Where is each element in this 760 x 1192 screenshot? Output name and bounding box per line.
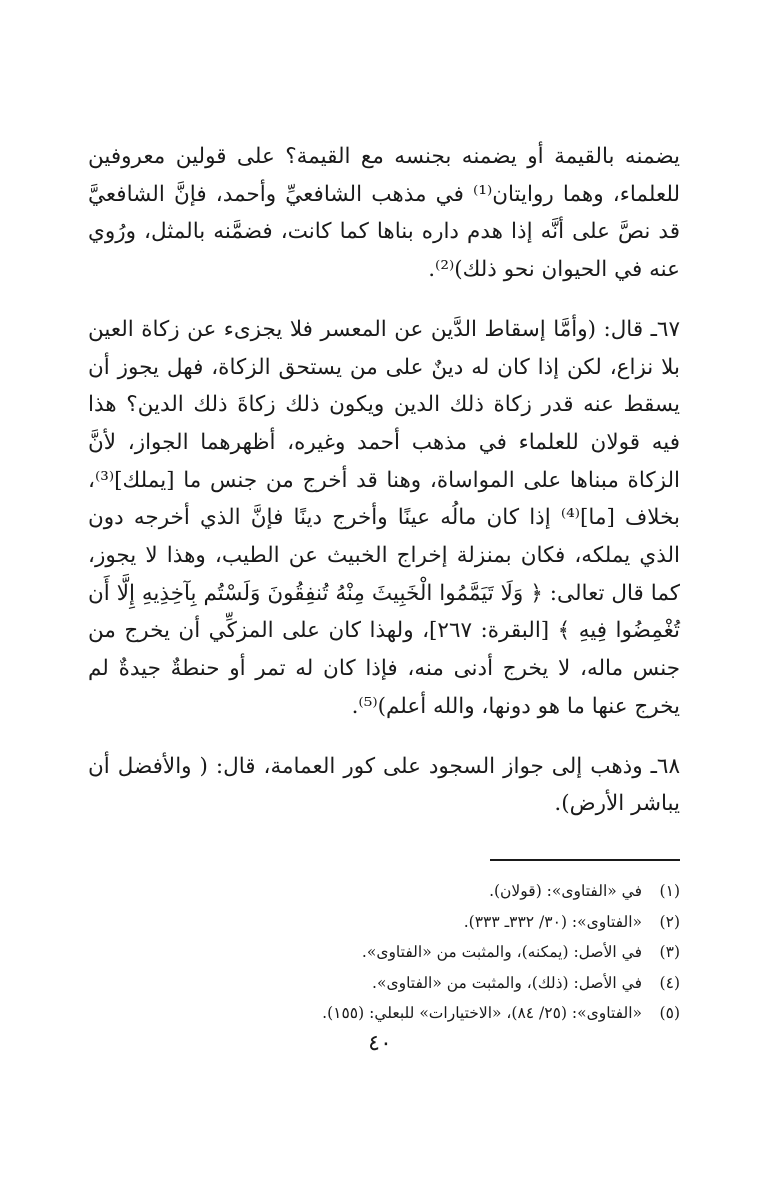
footnote-number: (٥)	[659, 1004, 680, 1022]
footnote-item	[80, 876, 680, 907]
footnote-text: في «الفتاوى»: (قولان).	[489, 882, 642, 900]
footnote-number: (١)	[659, 882, 680, 900]
footnote-divider	[490, 859, 680, 861]
footnote-number: (٣)	[659, 943, 680, 961]
footnote-number: (٤)	[659, 973, 680, 992]
paragraph-68: ٦٨ـ وذهب إلى جواز السجود على كور العمامة، قال: ( والأفضل أن يباشر الأرض).	[88, 753, 680, 817]
page-number: ٤٠	[368, 1031, 392, 1056]
footnote-item	[80, 907, 680, 938]
paragraph-continuation: يضمنه بالقيمة أو يضمنه بجنسه مع القيمة؟ على قولين معروفين للعلماء، وهما روايتان⁽¹⁾ في مذهب الشافعيِّ وأحمد، فإنَّ الشافعيَّ قد نصَّ على أنَّه إذا هدم داره بناها كما كانت، فضمَّنه بالمثل، ورُوي عنه في الحيوان نحو ذلك)⁽²⁾.	[88, 144, 680, 283]
paragraph-67: ٦٧ـ قال: (وأمَّا إسقاط الدَّين عن المعسر فلا يجزىء عن زكاة العين بلا نزاع، لكن إذا كان له دينٌ على من يستحق الزكاة، فهل يجوز أن يسقط عنه قدر زكاة ذلك الدين ويكون ذلك زكاةَ ذلك الدين؟ هذا فيه قولان للعلماء في مذهب أحمد وغيره، أظهرهما الجواز، لأنَّ الزكاة مبناها على المواساة، وهنا قد أخرج من جنس ما [يملك]⁽³⁾، بخلاف [ما]⁽⁴⁾ إذا كان مالُه عينًا وأخرج دينًا فإنَّ الذي أخرجه دون الذي يملكه، فكان بمنزلة إخراج الخبيث عن الطيب، وهذا لا يجوز، كما قال تعالى: ﴿ وَلَا تَيَمَّمُوا الْخَبِيثَ مِنْهُ تُنفِقُونَ وَلَسْتُم بِآخِذِيهِ إِلَّا أَن تُغْمِضُوا فِيهِ ﴾ [البقرة: ٢٦٧]، ولهذا كان على المزكِّي أن يخرج من جنس ماله، لا يخرج أدنى منه، فإذا كان له تمر أو حنطةٌ جيدةٌ لم يخرج عنها ما هو دونها، والله أعلم)⁽⁵⁾.	[88, 316, 680, 719]
footnote-text: «الفتاوى»: (٣٠/ ٣٣٢ـ ٣٣٣).	[463, 912, 642, 931]
footnotes	[80, 876, 680, 1029]
footnote-item	[80, 968, 680, 999]
footnote-text: في الأصل: (يمكنه)، والمثبت من «الفتاوى».	[361, 943, 642, 961]
footnote-item	[80, 998, 680, 1029]
footnote-text: «الفتاوى»: (٢٥/ ٨٤)، «الاختيارات» للبعلي: (١٥٥).	[322, 1004, 642, 1022]
footnote-item	[80, 937, 680, 968]
footnote-number: (٢)	[659, 912, 680, 931]
footnote-text: في الأصل: (ذلك)، والمثبت من «الفتاوى».	[372, 973, 642, 992]
main-text	[88, 138, 680, 823]
